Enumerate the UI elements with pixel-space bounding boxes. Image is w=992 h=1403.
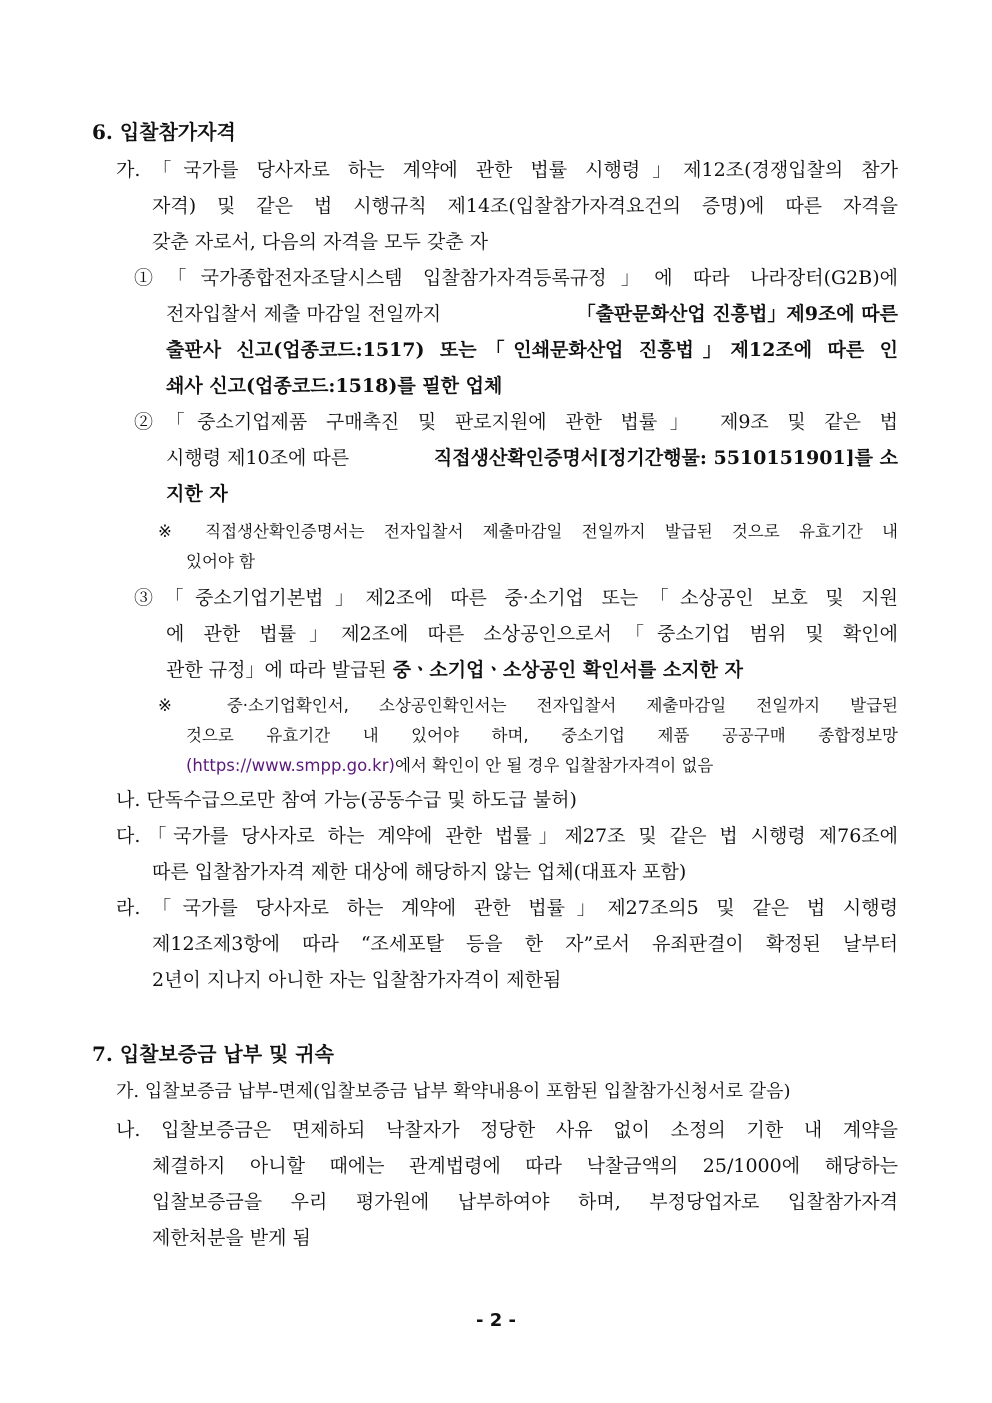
s7-ga-line1: 가. 입찰보증금 납부-면제(입찰보증금 납부 확약내용이 포함된 입찰참가신청서로 갈음) (116, 1081, 791, 1102)
item3-note-line3 (186, 754, 713, 778)
s6-ra-line2: 제12조제3항에 따라 “조세포탈 등을 한 자”로서 유죄판결이 확정된 날부터 (152, 933, 898, 955)
s7-na-line4: 제한처분을 받게 됨 (152, 1227, 311, 1249)
item1-line2 (166, 302, 898, 326)
item2-line2-bold: 직접생산확인증명서[정기간행물: 5510151901]를 소 (433, 447, 898, 469)
s6-ra-line3: 2년이 지나지 아니한 자는 입찰참가자격이 제한됨 (152, 969, 562, 991)
item1-line4: 쇄사 신고(업종코드:1518)를 필한 업체 (166, 375, 503, 397)
section-7-heading: 7. 입찰보증금 납부 및 귀속 (92, 1042, 334, 1066)
item2-line1: ②「중소기업제품 구매촉진 및 판로지원에 관한 법률」 제9조 및 같은 법 (134, 411, 898, 433)
item3-line3-bold: 중ㆍ소기업ㆍ소상공인 확인서를 소지한 자 (392, 659, 743, 681)
s6-ga-line1: 가.「국가를 당사자로 하는 계약에 관한 법률 시행령」제12조(경쟁입찰의 참가 (116, 159, 898, 181)
item3-line1: ③「중소기업기본법」제2조에 따른 중·소기업 또는「소상공인 보호 및 지원 (134, 587, 898, 609)
page-number: - 2 - (476, 1310, 516, 1331)
s6-na-line1: 나. 단독수급으로만 참여 가능(공동수급 및 하도급 불허) (116, 789, 577, 811)
item1-line1: ①「국가종합전자조달시스템 입찰참가자격등록규정」에 따라 나라장터(G2B)에 (134, 267, 898, 289)
section-6-heading: 6. 입찰참가자격 (92, 120, 236, 144)
item2-line2 (166, 446, 898, 470)
item3-note-line3-rest: 에서 확인이 안 될 경우 입찰참가자격이 없음 (394, 756, 714, 775)
s7-na-line1: 나. 입찰보증금은 면제하되 낙찰자가 정당한 사유 없이 소정의 기한 내 계약을 (116, 1119, 898, 1141)
item1-line2-bold: 「출판문화산업 진흥법」제9조에 따른 (576, 303, 898, 325)
item3-line3-plain: 관한 규정」에 따라 발급된 (166, 659, 393, 681)
s6-ra-line1: 라.「국가를 당사자로 하는 계약에 관한 법률」제27조의5 및 같은 법 시행령 (116, 897, 898, 919)
s7-na-line3: 입찰보증금을 우리 평가원에 납부하여야 하며, 부정당업자로 입찰참가자격 (152, 1191, 898, 1213)
item1-line2-plain: 전자입찰서 제출 마감일 전일까지 (166, 303, 442, 325)
item2-line3: 지한 자 (166, 483, 228, 505)
smpp-url-link[interactable]: (https://www.smpp.go.kr) (186, 756, 395, 775)
item3-note-line1: ※ 중·소기업확인서, 소상공인확인서는 전자입찰서 제출마감일 전일까지 발급된 (158, 696, 898, 715)
item1-line3: 출판사 신고(업종코드:1517) 또는「인쇄문화산업 진흥법」제12조에 따른 인 (166, 339, 898, 361)
item2-note-line1: ※ 직접생산확인증명서는 전자입찰서 제출마감일 전일까지 발급된 것으로 유효기간 내 (158, 522, 898, 541)
item3-note-line2: 것으로 유효기간 내 있어야 하며, 중소기업 제품 공공구매 종합정보망 (186, 726, 898, 745)
s6-da-line2: 따른 입찰참가자격 제한 대상에 해당하지 않는 업체(대표자 포함) (152, 861, 687, 883)
s6-ga-line2: 자격) 및 같은 법 시행규칙 제14조(입찰참가자격요건의 증명)에 따른 자격을 (152, 195, 898, 217)
s7-na-line2: 체결하지 아니할 때에는 관계법령에 따라 낙찰금액의 25/1000에 해당하는 (152, 1155, 898, 1177)
s6-da-line1: 다.「국가를 당사자로 하는 계약에 관한 법률」제27조 및 같은 법 시행령 제76조에 (116, 825, 898, 847)
item2-note-line2: 있어야 함 (186, 552, 256, 571)
item3-line2: 에 관한 법률」제2조에 따른 소상공인으로서「중소기업 범위 및 확인에 (166, 623, 898, 645)
s6-ga-line3: 갖춘 자로서, 다음의 자격을 모두 갖춘 자 (152, 231, 488, 253)
item2-line2-plain: 시행령 제10조에 따른 (166, 447, 350, 469)
item3-line3 (166, 658, 743, 682)
